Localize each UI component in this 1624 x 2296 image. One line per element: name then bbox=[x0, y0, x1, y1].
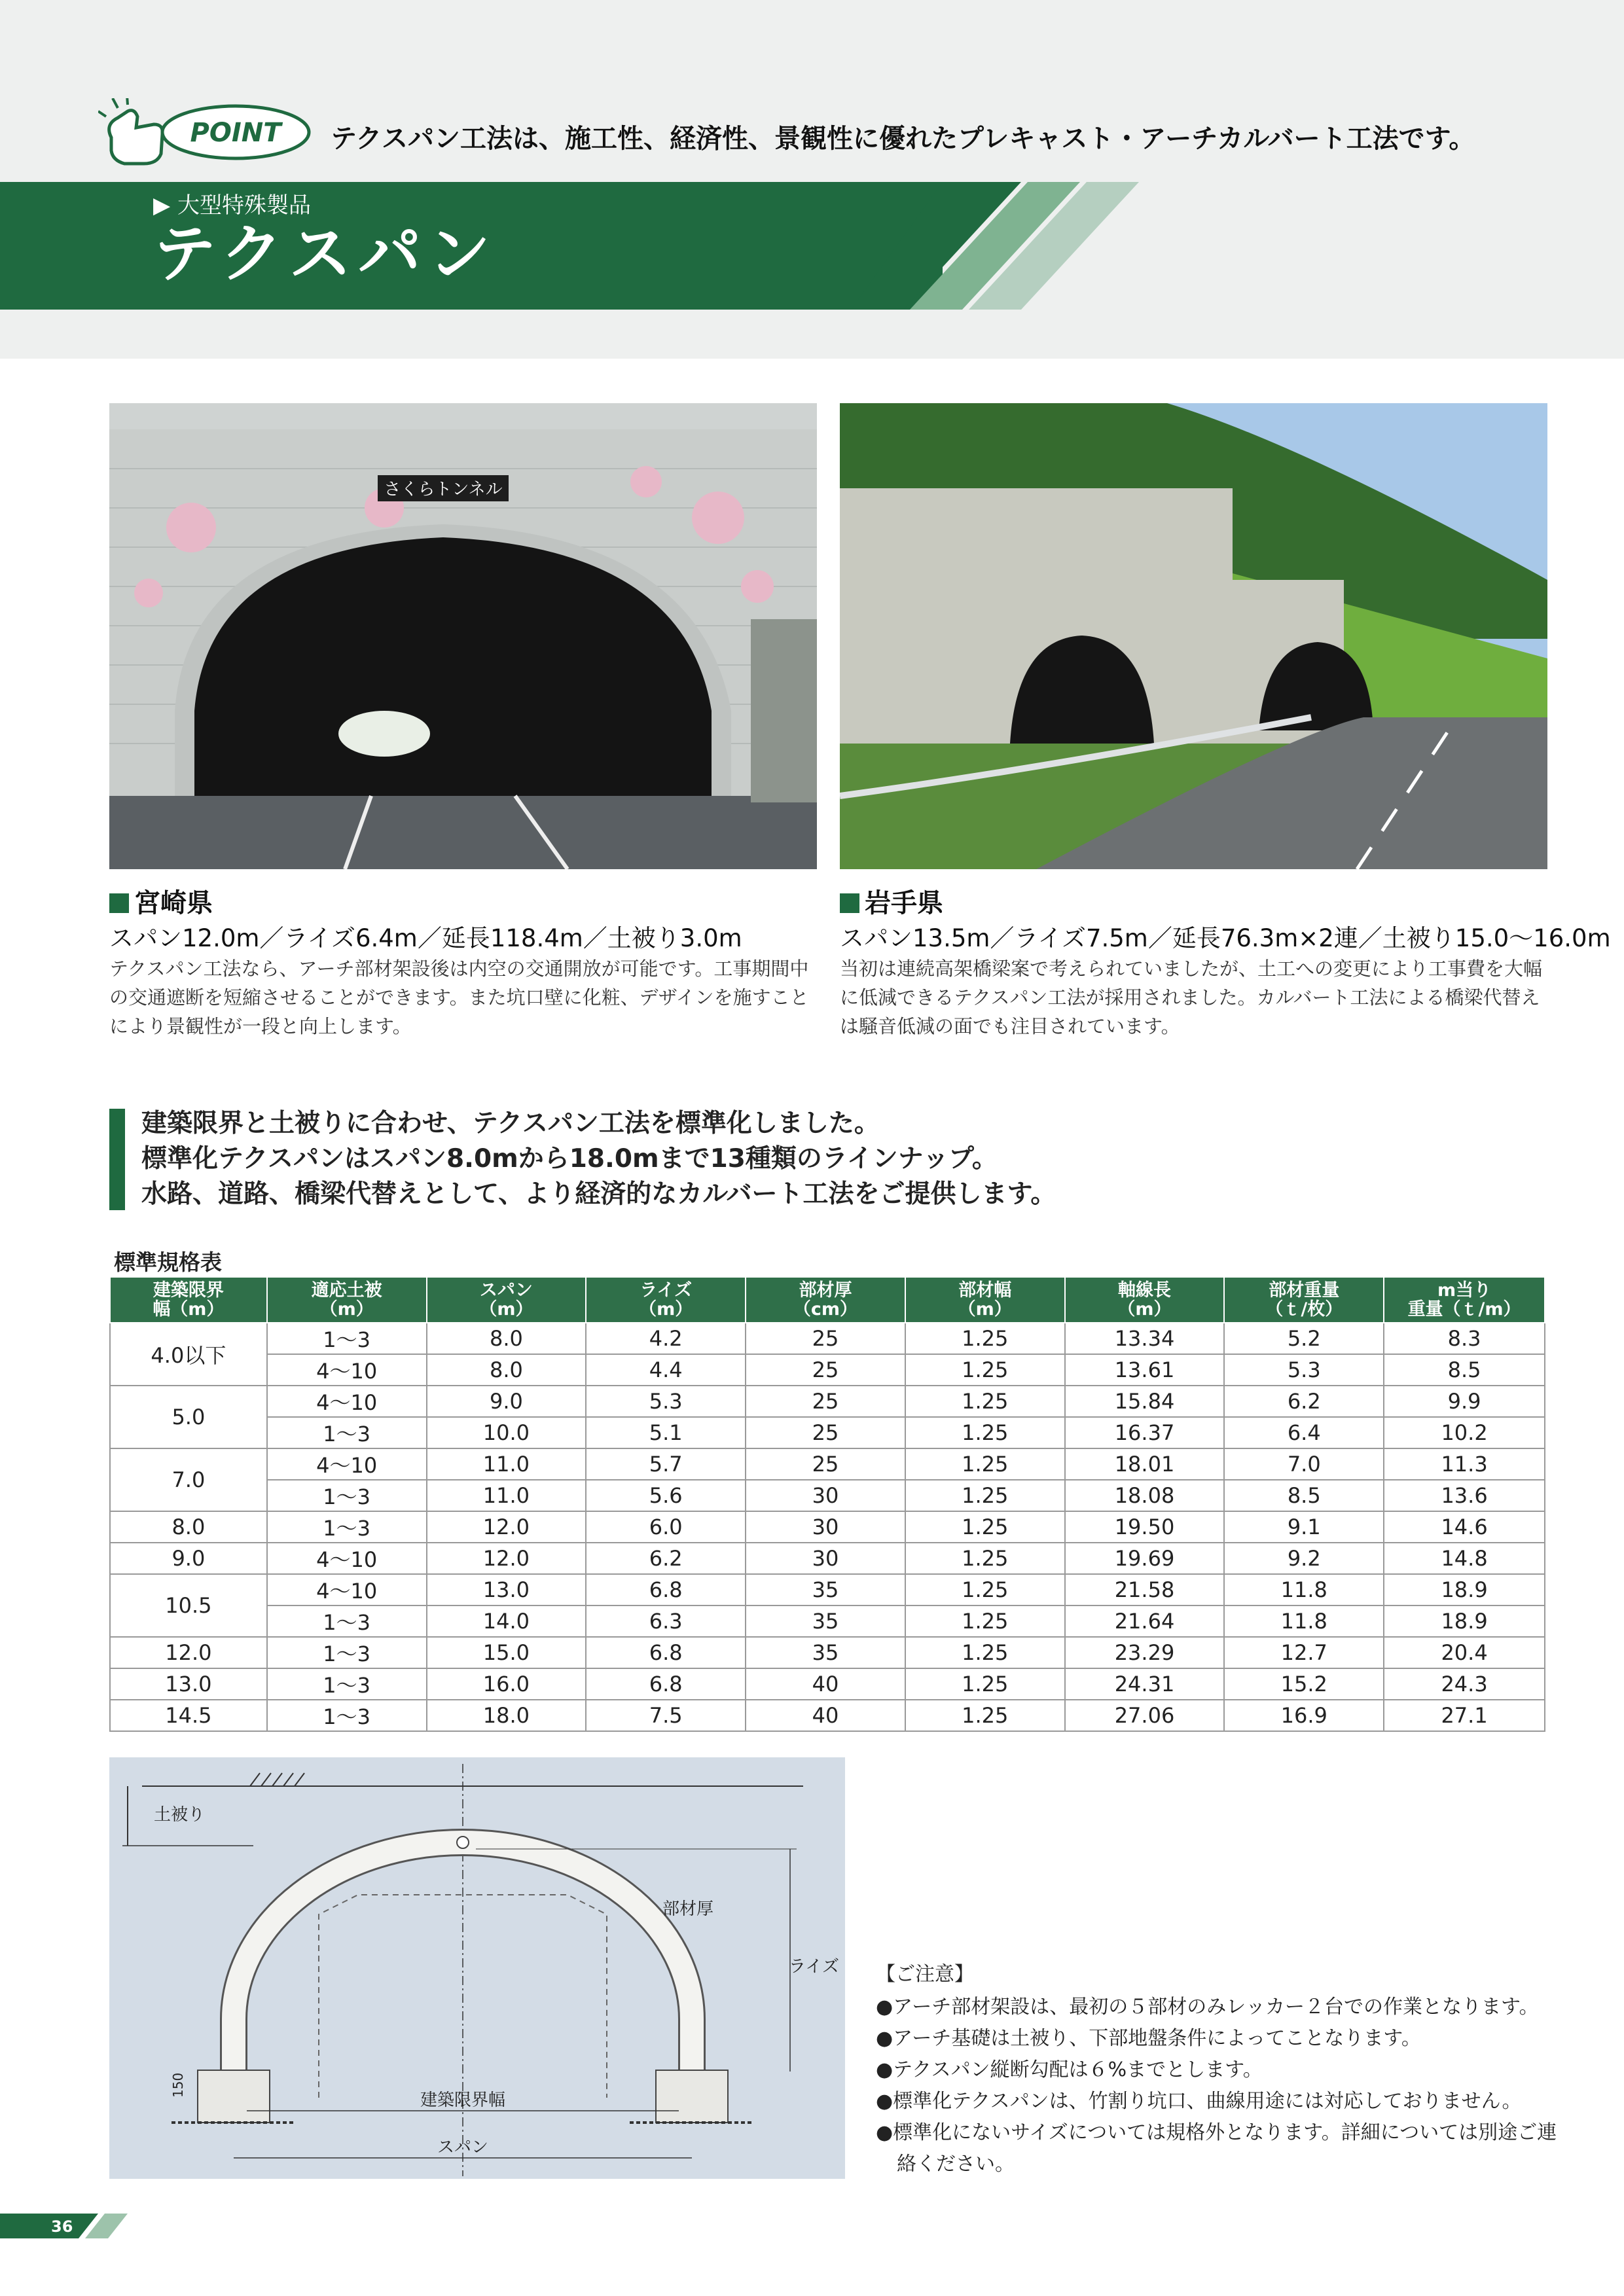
label-cover: 土被り bbox=[154, 1805, 206, 1825]
table-cell: 13.61 bbox=[1065, 1354, 1225, 1386]
table-cell: 5.3 bbox=[1224, 1354, 1384, 1386]
table-cell: 8.3 bbox=[1384, 1323, 1545, 1354]
table-cell: 6.4 bbox=[1224, 1417, 1384, 1448]
spec-table bbox=[109, 1276, 1545, 1732]
photo1-spec: スパン12.0m／ライズ6.4m／延長118.4m／土被り3.0m bbox=[109, 924, 742, 952]
table-cell: 1.25 bbox=[905, 1637, 1065, 1668]
table-cell: 1～3 bbox=[267, 1668, 427, 1700]
table-cell: 6.3 bbox=[586, 1605, 746, 1637]
table-cell: 18.01 bbox=[1065, 1448, 1225, 1480]
point-hand-icon bbox=[98, 98, 314, 170]
table-cell: 30 bbox=[746, 1511, 905, 1543]
lead-accent-bar bbox=[109, 1109, 125, 1210]
note-item: ●標準化テクスパンは、竹割り坑口、曲線用途には対応しておりません。 bbox=[876, 2090, 1522, 2113]
limit-width-cell: 13.0 bbox=[110, 1668, 267, 1700]
table-row bbox=[110, 1637, 1545, 1668]
table-cell: 27.06 bbox=[1065, 1700, 1225, 1731]
table-header-line: 部材重量 bbox=[1269, 1280, 1340, 1300]
note-item: ●アーチ部材架設は、最初の５部材のみレッカー２台での作業となります。 bbox=[876, 1996, 1539, 2018]
table-cell: 18.08 bbox=[1065, 1480, 1225, 1511]
category-label: ▶ 大型特殊製品 bbox=[153, 192, 311, 219]
table-cell: 4～10 bbox=[267, 1448, 427, 1480]
limit-width-cell: 9.0 bbox=[110, 1543, 267, 1574]
table-cell: 23.29 bbox=[1065, 1637, 1225, 1668]
table-cell: 15.84 bbox=[1065, 1386, 1225, 1417]
table-cell: 5.2 bbox=[1224, 1323, 1384, 1354]
table-header-line: 幅（m） bbox=[153, 1299, 225, 1319]
table-cell: 6.8 bbox=[586, 1668, 746, 1700]
table-cell: 7.0 bbox=[1224, 1448, 1384, 1480]
table-header-line: ライズ bbox=[640, 1280, 693, 1300]
title-bar-stripes bbox=[851, 182, 1152, 310]
table-cell: 15.0 bbox=[427, 1637, 586, 1668]
table-header-line: （ｔ/枚） bbox=[1265, 1299, 1343, 1319]
table-row bbox=[110, 1417, 1545, 1448]
limit-width-cell: 10.5 bbox=[110, 1574, 267, 1637]
table-header-cell bbox=[746, 1277, 905, 1323]
table-cell: 30 bbox=[746, 1543, 905, 1574]
table-row bbox=[110, 1323, 1545, 1354]
table-cell: 35 bbox=[746, 1574, 905, 1605]
point-text: テクスパン工法は、施工性、経済性、景観性に優れたプレキャスト・アーチカルバート工法です。 bbox=[331, 124, 1475, 154]
table-cell: 6.2 bbox=[586, 1543, 746, 1574]
table-cell: 11.3 bbox=[1384, 1448, 1545, 1480]
lead-line: 標準化テクスパンはスパン8.0mから18.0mまで13種類のラインナップ。 bbox=[141, 1144, 998, 1174]
table-cell: 4.2 bbox=[586, 1323, 746, 1354]
table-cell: 25 bbox=[746, 1448, 905, 1480]
label-150: 150 bbox=[170, 2072, 186, 2098]
table-cell: 1～3 bbox=[267, 1323, 427, 1354]
photo1-location: 宮崎県 bbox=[109, 882, 213, 920]
table-header-cell bbox=[1384, 1277, 1545, 1323]
table-cell: 8.5 bbox=[1224, 1480, 1384, 1511]
table-cell: 21.58 bbox=[1065, 1574, 1225, 1605]
table-cell: 1.25 bbox=[905, 1448, 1065, 1480]
table-header-cell bbox=[1224, 1277, 1384, 1323]
table-cell: 12.0 bbox=[427, 1511, 586, 1543]
table-cell: 14.6 bbox=[1384, 1511, 1545, 1543]
table-cell: 14.8 bbox=[1384, 1543, 1545, 1574]
table-cell: 14.0 bbox=[427, 1605, 586, 1637]
table-cell: 10.0 bbox=[427, 1417, 586, 1448]
table-cell: 1.25 bbox=[905, 1354, 1065, 1386]
table-cell: 1.25 bbox=[905, 1543, 1065, 1574]
photo2-spec: スパン13.5m／ライズ7.5m／延長76.3m×2連／土被り15.0～16.0m bbox=[840, 924, 1611, 952]
table-cell: 8.5 bbox=[1384, 1354, 1545, 1386]
table-cell: 6.0 bbox=[586, 1511, 746, 1543]
photo2-description: 当初は連続高架橋梁案で考えられていましたが、土工への変更により工事費を大幅に低減できるテクスパン工法が採用されました。カルバート工法による橋梁代替えは騒音低減の面でも注目されています。 bbox=[840, 958, 1543, 1037]
table-cell: 1.25 bbox=[905, 1511, 1065, 1543]
table-cell: 1～3 bbox=[267, 1700, 427, 1731]
table-row bbox=[110, 1543, 1545, 1574]
table-row bbox=[110, 1511, 1545, 1543]
table-cell: 16.0 bbox=[427, 1668, 586, 1700]
limit-width-cell: 8.0 bbox=[110, 1511, 267, 1543]
table-cell: 1.25 bbox=[905, 1700, 1065, 1731]
table-row bbox=[110, 1448, 1545, 1480]
table-cell: 40 bbox=[746, 1700, 905, 1731]
table-cell: 5.1 bbox=[586, 1417, 746, 1448]
note-item: ●アーチ基礎は土被り、下部地盤条件によってことなります。 bbox=[876, 2027, 1421, 2050]
table-header-line: 部材幅 bbox=[958, 1280, 1012, 1300]
table-cell: 25 bbox=[746, 1354, 905, 1386]
table-header-row bbox=[110, 1277, 1545, 1323]
label-span: スパン bbox=[437, 2138, 489, 2157]
table-header-cell bbox=[586, 1277, 746, 1323]
table-cell: 25 bbox=[746, 1323, 905, 1354]
table-cell: 1～3 bbox=[267, 1637, 427, 1668]
page-title: テクスパン bbox=[153, 217, 497, 291]
table-cell: 4～10 bbox=[267, 1386, 427, 1417]
table-cell: 24.31 bbox=[1065, 1668, 1225, 1700]
lead-line: 水路、道路、橋梁代替えとして、より経済的なカルバート工法をご提供します。 bbox=[141, 1179, 1056, 1209]
table-header-line: m当り bbox=[1437, 1280, 1492, 1300]
table-header-line: スパン bbox=[479, 1280, 533, 1300]
table-body bbox=[110, 1323, 1545, 1731]
table-header-line: 適応土被 bbox=[311, 1280, 382, 1300]
photo-iwate-arches bbox=[840, 403, 1547, 869]
table-cell: 13.6 bbox=[1384, 1480, 1545, 1511]
table-row bbox=[110, 1700, 1545, 1731]
table-cell: 7.5 bbox=[586, 1700, 746, 1731]
limit-width-cell: 5.0 bbox=[110, 1386, 267, 1448]
table-cell: 9.2 bbox=[1224, 1543, 1384, 1574]
table-cell: 24.3 bbox=[1384, 1668, 1545, 1700]
table-row bbox=[110, 1574, 1545, 1605]
photo-miyazaki-tunnel bbox=[109, 403, 817, 869]
table-cell: 13.0 bbox=[427, 1574, 586, 1605]
table-cell: 12.0 bbox=[427, 1543, 586, 1574]
limit-width-cell: 7.0 bbox=[110, 1448, 267, 1511]
table-cell: 11.0 bbox=[427, 1448, 586, 1480]
lead-text bbox=[141, 1106, 1056, 1212]
table-row bbox=[110, 1480, 1545, 1511]
table-cell: 5.6 bbox=[586, 1480, 746, 1511]
table-cell: 30 bbox=[746, 1480, 905, 1511]
table-cell: 5.7 bbox=[586, 1448, 746, 1480]
table-row bbox=[110, 1668, 1545, 1700]
table-cell: 5.3 bbox=[586, 1386, 746, 1417]
limit-width-cell: 4.0以下 bbox=[110, 1323, 267, 1386]
table-cell: 9.9 bbox=[1384, 1386, 1545, 1417]
table-cell: 1.25 bbox=[905, 1574, 1065, 1605]
notes-title: 【ご注意】 bbox=[876, 1963, 974, 1986]
table-cell: 9.0 bbox=[427, 1386, 586, 1417]
label-limit-width: 建築限界幅 bbox=[420, 2090, 506, 2110]
table-cell: 18.9 bbox=[1384, 1605, 1545, 1637]
limit-width-cell: 14.5 bbox=[110, 1700, 267, 1731]
table-cell: 16.37 bbox=[1065, 1417, 1225, 1448]
table-cell: 35 bbox=[746, 1605, 905, 1637]
table-cell: 19.50 bbox=[1065, 1511, 1225, 1543]
arch-section-diagram bbox=[109, 1757, 845, 2179]
table-cell: 10.2 bbox=[1384, 1417, 1545, 1448]
table-cell: 1.25 bbox=[905, 1417, 1065, 1448]
table-header-cell bbox=[905, 1277, 1065, 1323]
table-header-line: （m） bbox=[958, 1299, 1012, 1319]
table-cell: 12.7 bbox=[1224, 1637, 1384, 1668]
table-cell: 25 bbox=[746, 1417, 905, 1448]
table-title: 標準規格表 bbox=[114, 1249, 222, 1275]
table-cell: 1～3 bbox=[267, 1605, 427, 1637]
table-cell: 8.0 bbox=[427, 1354, 586, 1386]
page-number: 36 bbox=[51, 2217, 73, 2236]
table-header-line: （m） bbox=[479, 1299, 533, 1319]
table-cell: 40 bbox=[746, 1668, 905, 1700]
table-cell: 18.9 bbox=[1384, 1574, 1545, 1605]
table-cell: 6.8 bbox=[586, 1574, 746, 1605]
table-cell: 1～3 bbox=[267, 1480, 427, 1511]
table-header-line: （m） bbox=[319, 1299, 374, 1319]
notes bbox=[876, 1959, 1563, 2180]
table-header-cell bbox=[110, 1277, 267, 1323]
table-cell: 16.9 bbox=[1224, 1700, 1384, 1731]
table-cell: 18.0 bbox=[427, 1700, 586, 1731]
table-cell: 6.2 bbox=[1224, 1386, 1384, 1417]
table-cell: 6.8 bbox=[586, 1637, 746, 1668]
limit-width-cell: 12.0 bbox=[110, 1637, 267, 1668]
table-cell: 25 bbox=[746, 1386, 905, 1417]
table-header-cell bbox=[1065, 1277, 1225, 1323]
table-cell: 4～10 bbox=[267, 1543, 427, 1574]
table-cell: 19.69 bbox=[1065, 1543, 1225, 1574]
table-cell: 1～3 bbox=[267, 1417, 427, 1448]
table-cell: 21.64 bbox=[1065, 1605, 1225, 1637]
table-cell: 9.1 bbox=[1224, 1511, 1384, 1543]
table-header-line: （m） bbox=[639, 1299, 693, 1319]
label-rise: ライズ bbox=[789, 1957, 839, 1977]
table-header-line: （m） bbox=[1117, 1299, 1172, 1319]
photo1-description: テクスパン工法なら、アーチ部材架設後は内空の交通開放が可能です。工事期間中の交通遮断を短縮させることができます。また坑口壁に化粧、デザインを施すことにより景観性が一段と向上します。 bbox=[109, 958, 809, 1037]
table-cell: 15.2 bbox=[1224, 1668, 1384, 1700]
table-cell: 20.4 bbox=[1384, 1637, 1545, 1668]
table-header-line: 建築限界 bbox=[153, 1280, 224, 1300]
table-cell: 1～3 bbox=[267, 1511, 427, 1543]
table-cell: 11.8 bbox=[1224, 1605, 1384, 1637]
table-cell: 4.4 bbox=[586, 1354, 746, 1386]
table-cell: 1.25 bbox=[905, 1480, 1065, 1511]
table-cell: 1.25 bbox=[905, 1386, 1065, 1417]
tunnel-sign: さくらトンネル bbox=[384, 480, 503, 499]
point-label: POINT bbox=[190, 118, 281, 148]
table-cell: 11.0 bbox=[427, 1480, 586, 1511]
table-header-line: 部材厚 bbox=[799, 1280, 852, 1300]
table-cell: 35 bbox=[746, 1637, 905, 1668]
label-thickness: 部材厚 bbox=[662, 1899, 714, 1919]
table-header-line: （cm） bbox=[793, 1299, 858, 1319]
table-cell: 4～10 bbox=[267, 1574, 427, 1605]
table-header-line: 重量（ｔ/m） bbox=[1407, 1299, 1521, 1319]
table-cell: 1.25 bbox=[905, 1605, 1065, 1637]
table-cell: 1.25 bbox=[905, 1323, 1065, 1354]
table-header-line: 軸線長 bbox=[1118, 1280, 1171, 1300]
note-item: ●テクスパン縦断勾配は６%までとします。 bbox=[876, 2058, 1263, 2081]
table-cell: 4～10 bbox=[267, 1354, 427, 1386]
table-cell: 1.25 bbox=[905, 1668, 1065, 1700]
table-row bbox=[110, 1386, 1545, 1417]
table-cell: 8.0 bbox=[427, 1323, 586, 1354]
table-cell: 27.1 bbox=[1384, 1700, 1545, 1731]
lead-line: 建築限界と土被りに合わせ、テクスパン工法を標準化しました。 bbox=[141, 1109, 880, 1138]
table-cell: 11.8 bbox=[1224, 1574, 1384, 1605]
table-row bbox=[110, 1605, 1545, 1637]
photo2-location: 岩手県 bbox=[840, 882, 943, 920]
note-item: ●標準化にないサイズについては規格外となります。詳細については別途ご連絡ください。 bbox=[876, 2121, 1557, 2176]
table-header-cell bbox=[427, 1277, 586, 1323]
table-cell: 13.34 bbox=[1065, 1323, 1225, 1354]
table-header-cell bbox=[267, 1277, 427, 1323]
table-row bbox=[110, 1354, 1545, 1386]
